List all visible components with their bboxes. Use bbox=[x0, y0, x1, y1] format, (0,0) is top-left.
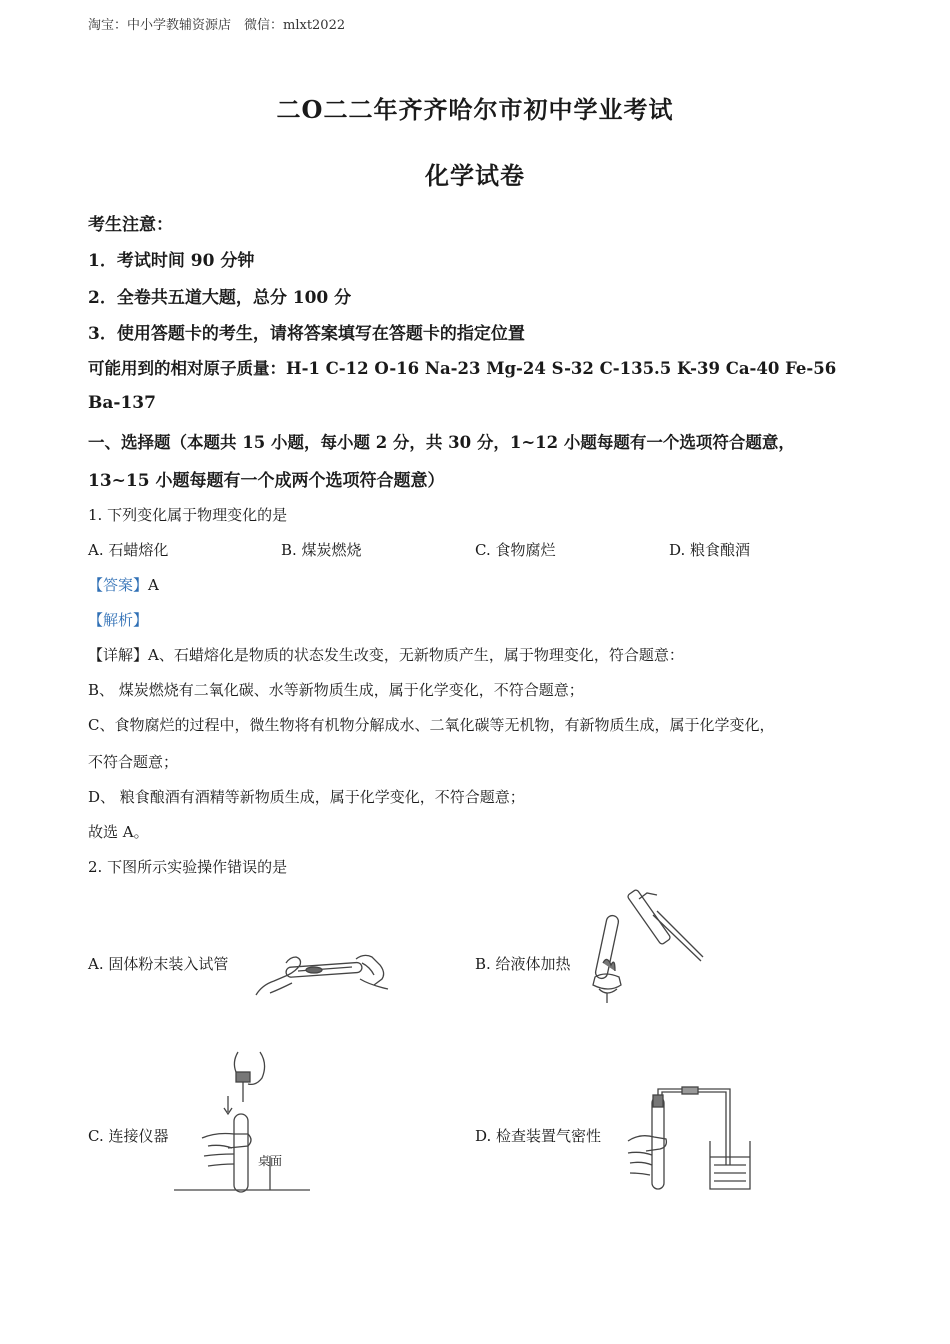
option-d: D. 检查装置气密性 bbox=[475, 1127, 602, 1145]
figure-heating-liquid bbox=[585, 885, 710, 1010]
detail-line: C、食物腐烂的过程中，微生物将有机物分解成水、二氧化碳等无机物，有新物质生成，属于化学变化， bbox=[88, 716, 775, 734]
section-heading: 一、选择题（本题共 15 小题，每小题 2 分，共 30 分，1~12 小题每题有一个选项符合题意， bbox=[88, 433, 795, 452]
conclusion: 故选 A。 bbox=[88, 823, 149, 841]
option-a: A. 固体粉末装入试管 bbox=[88, 955, 229, 973]
question-stem: 1. 下列变化属于物理变化的是 bbox=[88, 506, 288, 524]
option-b: B. 煤炭燃烧 bbox=[281, 541, 362, 559]
answer-tag: 【答案】 bbox=[88, 576, 149, 594]
detail-line: 不符合题意； bbox=[88, 753, 179, 771]
option-c: C. 连接仪器 bbox=[88, 1127, 169, 1145]
page-header: 淘宝：中小学教辅资源店 微信：mlxt2022 bbox=[88, 18, 346, 33]
section-heading: 13~15 小题每题有一个成两个选项符合题意） bbox=[88, 471, 445, 491]
question-stem: 2. 下图所示实验操作错误的是 bbox=[88, 858, 288, 876]
option-c: C. 食物腐烂 bbox=[475, 541, 556, 559]
notice-item: 3．使用答题卡的考生，请将答案填写在答题卡的指定位置 bbox=[88, 324, 525, 344]
atomic-mass-line: 可能用到的相对原子质量：H-1 C-12 O-16 Na-23 Mg-24 S-32 C-135.5 K-39 Ca-40 Fe-56 bbox=[88, 359, 837, 378]
notice-heading: 考生注意： bbox=[88, 215, 173, 235]
option-b: B. 给液体加热 bbox=[475, 955, 571, 973]
desk-label: 桌面 bbox=[258, 1154, 283, 1168]
notice-item: 1．考试时间 90 分钟 bbox=[88, 251, 255, 271]
analysis-tag: 【解析】 bbox=[88, 611, 149, 629]
figure-connecting-apparatus bbox=[172, 1048, 312, 1196]
exam-title: 二O二二年齐齐哈尔市初中学业考试 bbox=[276, 95, 674, 124]
notice-item: 2．全卷共五道大题，总分 100 分 bbox=[88, 288, 352, 308]
answer-value: A bbox=[148, 576, 159, 594]
exam-subtitle: 化学试卷 bbox=[425, 161, 525, 190]
figure-powder-into-tube bbox=[252, 945, 392, 1005]
option-a: A. 石蜡熔化 bbox=[88, 541, 169, 559]
detail-line: D、 粮食酿酒有酒精等新物质生成，属于化学变化，不符合题意； bbox=[88, 788, 525, 806]
answer-line bbox=[88, 574, 159, 595]
detail-text: A、石蜡熔化是物质的状态发生改变，无新物质产生，属于物理变化，符合题意： bbox=[148, 646, 684, 664]
detail-line: B、 煤炭燃烧有二氧化碳、水等新物质生成，属于化学变化，不符合题意； bbox=[88, 681, 584, 699]
detail-line bbox=[88, 644, 684, 665]
option-d: D. 粮食酿酒 bbox=[669, 541, 751, 559]
detail-tag: 【详解】 bbox=[88, 646, 149, 664]
atomic-mass-line: Ba-137 bbox=[88, 393, 156, 413]
figure-airtightness-check bbox=[622, 1085, 757, 1193]
